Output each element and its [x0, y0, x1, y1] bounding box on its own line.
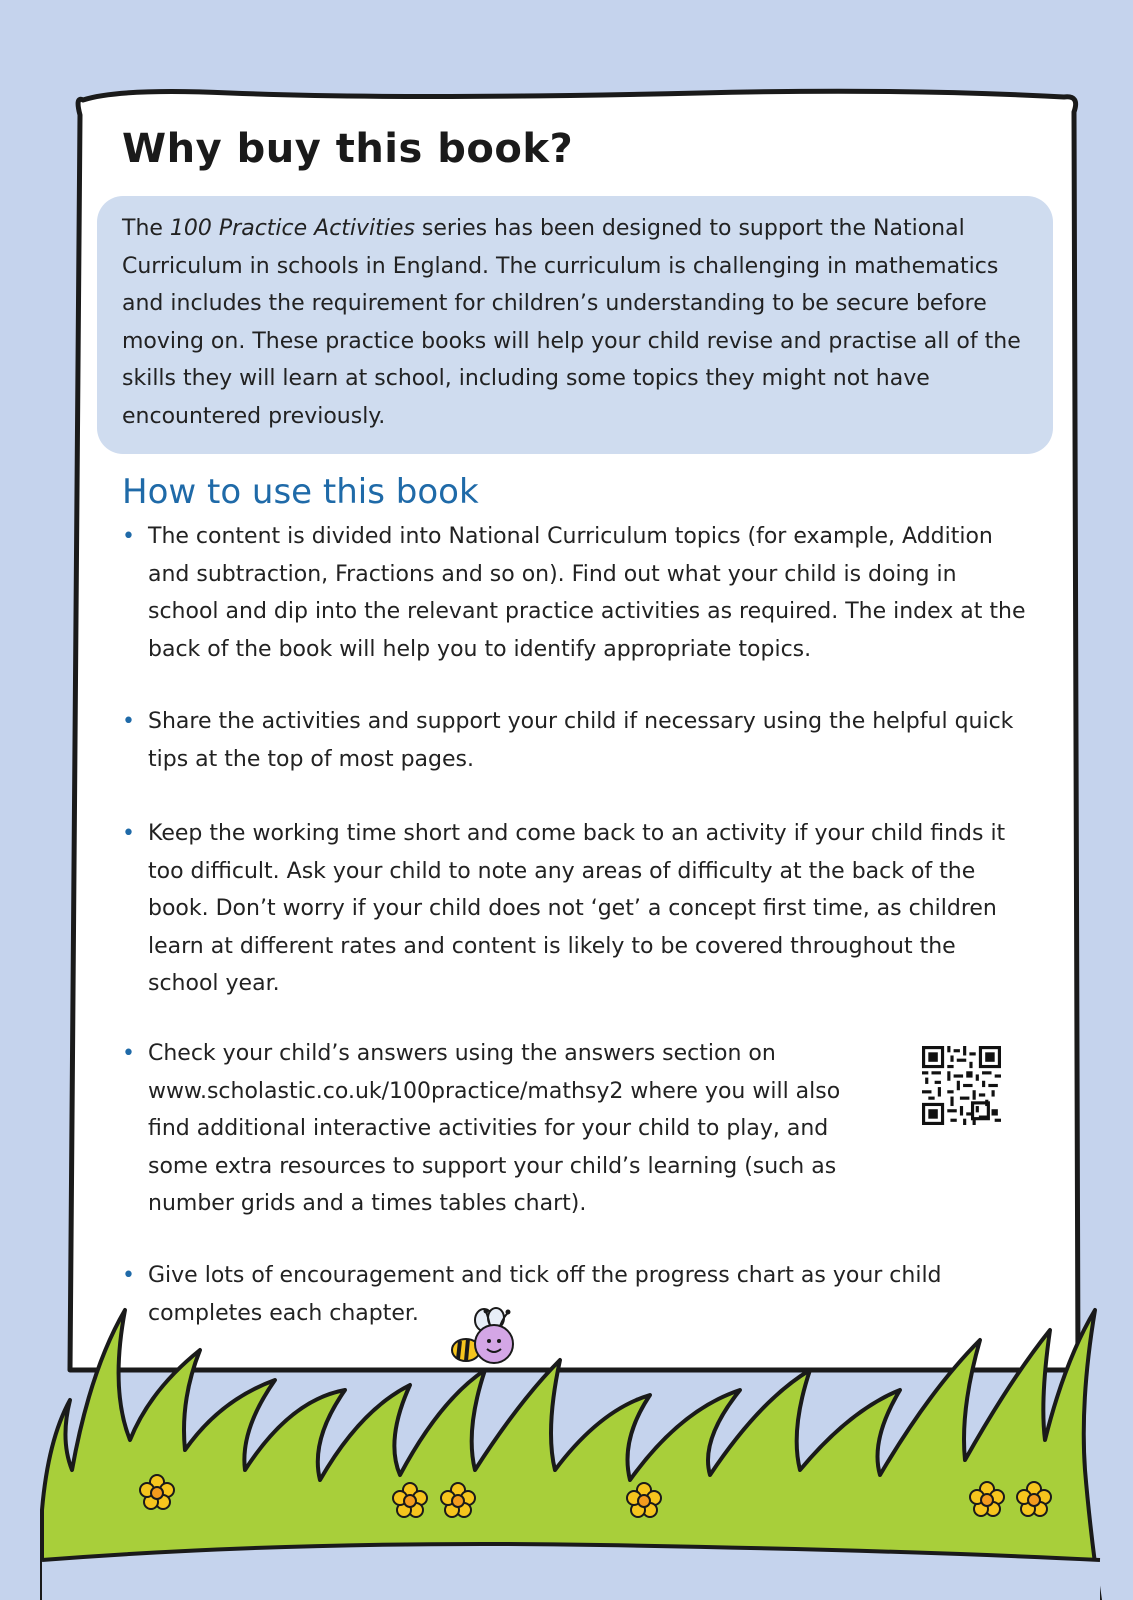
intro-prefix: The: [122, 216, 170, 241]
section-heading: How to use this book: [122, 472, 479, 512]
intro-body: series has been designed to support the National Curriculum in schools in England. The curriculum is challenging in mathematics and includes the requirement for children’s understanding to be secure before moving on. These practice books will help your child revise and practise all of the skills they will learn at school, including some topics they might not have encountered previously.: [122, 216, 1021, 429]
list-item-text: Check your child’s answers using the answers section on www.scholastic.co.uk/100practice/mathsy2 where you will also find additional interactive activities for your child to play, and some extra resources to support your child’s learning (such as number grids and a times tables chart).: [148, 1041, 841, 1216]
list-item-text: Keep the working time short and come back to an activity if your child finds it too difficult. Ask your child to note any areas of difficulty at the back of the book. Don’t worry if your child does not ‘get’ a concept first time, as children learn at different rates and content is likely to be covered throughout the school year.: [148, 821, 1006, 996]
bullet-icon: •: [122, 1263, 135, 1288]
bullet-icon: •: [122, 821, 135, 846]
list-item-text: The content is divided into National Curriculum topics (for example, Addition and subtraction, Fractions and so on). Find out what your child is doing in school and dip into the relevant practice activities as required. The index at the back of the book will help you to identify appropriate topics.: [148, 524, 1026, 662]
bullet-icon: •: [122, 524, 135, 549]
list-item-text: Give lots of encouragement and tick off the progress chart as your child completes each chapter.: [148, 1263, 942, 1326]
bee-icon: [446, 1306, 522, 1372]
list-item-text: Share the activities and support your child if necessary using the helpful quick tips at the top of most pages.: [148, 709, 1014, 772]
bullet-icon: •: [122, 709, 135, 734]
series-name: 100 Practice Activities: [169, 216, 415, 241]
bullet-icon: •: [122, 1041, 135, 1066]
page-title: Why buy this book?: [122, 126, 574, 172]
